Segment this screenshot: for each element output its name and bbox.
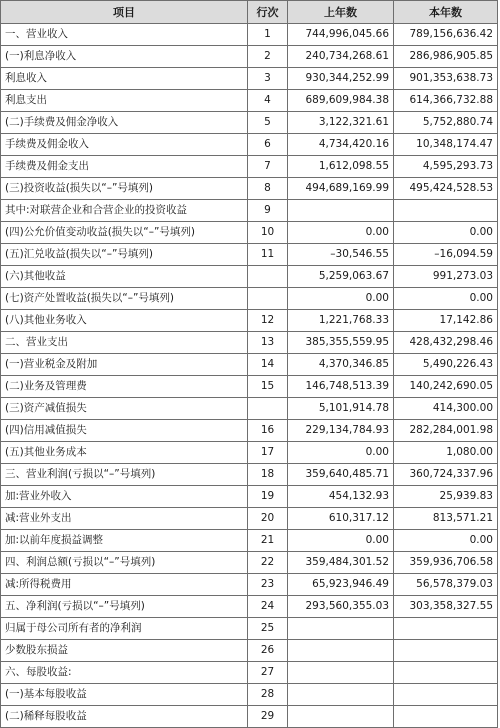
row-line-number [248, 398, 288, 420]
row-current-year-value: 360,724,337.96 [394, 464, 498, 486]
row-current-year-value: 4,595,293.73 [394, 156, 498, 178]
table-row [1, 310, 498, 332]
row-current-year-value: 286,986,905.85 [394, 46, 498, 68]
table-row [1, 134, 498, 156]
table-row [1, 376, 498, 398]
row-current-year-value: 789,156,636.42 [394, 24, 498, 46]
row-line-number: 28 [248, 684, 288, 706]
row-previous-year-value: 5,101,914.78 [288, 398, 394, 420]
table-row [1, 464, 498, 486]
row-previous-year-value: 1,612,098.55 [288, 156, 394, 178]
row-item-label: (一)利息净收入 [1, 46, 248, 68]
row-current-year-value: 1,080.00 [394, 442, 498, 464]
row-previous-year-value: 229,134,784.93 [288, 420, 394, 442]
row-previous-year-value: 610,317.12 [288, 508, 394, 530]
row-previous-year-value: 293,560,355.03 [288, 596, 394, 618]
row-line-number [248, 288, 288, 310]
row-current-year-value: 359,936,706.58 [394, 552, 498, 574]
row-previous-year-value: 1,221,768.33 [288, 310, 394, 332]
table-row [1, 354, 498, 376]
table-row [1, 68, 498, 90]
row-line-number: 15 [248, 376, 288, 398]
row-item-label: 加:以前年度损益调整 [1, 530, 248, 552]
row-current-year-value: 5,752,880.74 [394, 112, 498, 134]
table-row [1, 574, 498, 596]
table-row [1, 46, 498, 68]
row-item-label: (五)其他业务成本 [1, 442, 248, 464]
row-current-year-value: 428,432,298.46 [394, 332, 498, 354]
row-line-number: 4 [248, 90, 288, 112]
table-row [1, 530, 498, 552]
row-item-label: 减:营业外支出 [1, 508, 248, 530]
row-line-number: 5 [248, 112, 288, 134]
row-current-year-value: 303,358,327.55 [394, 596, 498, 618]
row-previous-year-value: 0.00 [288, 288, 394, 310]
row-previous-year-value: 494,689,169.99 [288, 178, 394, 200]
row-previous-year-value [288, 662, 394, 684]
table-row [1, 508, 498, 530]
row-item-label: 利息收入 [1, 68, 248, 90]
row-line-number: 12 [248, 310, 288, 332]
table-row [1, 332, 498, 354]
row-line-number: 7 [248, 156, 288, 178]
row-previous-year-value: 240,734,268.61 [288, 46, 394, 68]
table-row [1, 420, 498, 442]
row-item-label: 一、营业收入 [1, 24, 248, 46]
row-current-year-value: –16,094.59 [394, 244, 498, 266]
row-item-label: 五、净利润(亏损以“–”号填列) [1, 596, 248, 618]
row-item-label: 减:所得税费用 [1, 574, 248, 596]
row-item-label: (一)基本每股收益 [1, 684, 248, 706]
row-previous-year-value: 689,609,984.38 [288, 90, 394, 112]
row-previous-year-value: 744,996,045.66 [288, 24, 394, 46]
row-line-number: 29 [248, 706, 288, 728]
row-current-year-value [394, 618, 498, 640]
row-item-label: (四)公允价值变动收益(损失以“–”号填列) [1, 222, 248, 244]
row-previous-year-value [288, 618, 394, 640]
row-previous-year-value: –30,546.55 [288, 244, 394, 266]
table-row [1, 288, 498, 310]
row-previous-year-value [288, 706, 394, 728]
row-item-label: (三)投资收益(损失以“–”号填列) [1, 178, 248, 200]
table-row [1, 266, 498, 288]
row-current-year-value: 5,490,226.43 [394, 354, 498, 376]
row-line-number: 14 [248, 354, 288, 376]
table-row [1, 640, 498, 662]
row-previous-year-value: 0.00 [288, 442, 394, 464]
row-item-label: 六、每股收益: [1, 662, 248, 684]
row-line-number: 3 [248, 68, 288, 90]
row-item-label: (二)手续费及佣金净收入 [1, 112, 248, 134]
table-row [1, 662, 498, 684]
row-item-label: (四)信用减值损失 [1, 420, 248, 442]
row-current-year-value: 0.00 [394, 288, 498, 310]
row-line-number: 21 [248, 530, 288, 552]
row-previous-year-value [288, 684, 394, 706]
table-row [1, 398, 498, 420]
table-row [1, 706, 498, 728]
row-current-year-value: 991,273.03 [394, 266, 498, 288]
row-previous-year-value: 359,640,485.71 [288, 464, 394, 486]
row-item-label: (三)资产减值损失 [1, 398, 248, 420]
row-current-year-value: 282,284,001.98 [394, 420, 498, 442]
row-line-number: 18 [248, 464, 288, 486]
table-row [1, 156, 498, 178]
row-item-label: 加:营业外收入 [1, 486, 248, 508]
row-line-number: 23 [248, 574, 288, 596]
row-line-number: 8 [248, 178, 288, 200]
row-item-label: (五)汇兑收益(损失以“–”号填列) [1, 244, 248, 266]
row-item-label: 手续费及佣金支出 [1, 156, 248, 178]
row-current-year-value: 140,242,690.05 [394, 376, 498, 398]
row-item-label: 归属于母公司所有者的净利润 [1, 618, 248, 640]
row-previous-year-value [288, 200, 394, 222]
table-header-row [1, 1, 498, 24]
row-previous-year-value: 3,122,321.61 [288, 112, 394, 134]
row-current-year-value: 495,424,528.53 [394, 178, 498, 200]
header-line-number: 行次 [248, 1, 288, 24]
row-item-label: 其中:对联营企业和合营企业的投资收益 [1, 200, 248, 222]
row-current-year-value: 813,571.21 [394, 508, 498, 530]
row-current-year-value: 25,939.83 [394, 486, 498, 508]
row-previous-year-value: 385,355,559.95 [288, 332, 394, 354]
row-previous-year-value: 65,923,946.49 [288, 574, 394, 596]
table-row [1, 90, 498, 112]
table-row [1, 178, 498, 200]
row-current-year-value [394, 662, 498, 684]
table-row [1, 222, 498, 244]
header-item: 项目 [1, 1, 248, 24]
table-row [1, 24, 498, 46]
row-item-label: 二、营业支出 [1, 332, 248, 354]
row-line-number: 20 [248, 508, 288, 530]
row-line-number: 16 [248, 420, 288, 442]
row-item-label: (七)资产处置收益(损失以“–”号填列) [1, 288, 248, 310]
row-current-year-value: 614,366,732.88 [394, 90, 498, 112]
row-item-label: (八)其他业务收入 [1, 310, 248, 332]
table-row [1, 244, 498, 266]
row-current-year-value: 56,578,379.03 [394, 574, 498, 596]
row-current-year-value: 0.00 [394, 530, 498, 552]
row-item-label: (一)营业税金及附加 [1, 354, 248, 376]
table-row [1, 112, 498, 134]
row-previous-year-value: 359,484,301.52 [288, 552, 394, 574]
row-line-number [248, 266, 288, 288]
table-row [1, 552, 498, 574]
row-line-number: 26 [248, 640, 288, 662]
row-item-label: 三、营业利润(亏损以“–”号填列) [1, 464, 248, 486]
row-item-label: (六)其他收益 [1, 266, 248, 288]
row-current-year-value [394, 706, 498, 728]
row-previous-year-value [288, 640, 394, 662]
table-body [1, 24, 498, 728]
table-row [1, 596, 498, 618]
row-previous-year-value: 4,734,420.16 [288, 134, 394, 156]
row-line-number: 19 [248, 486, 288, 508]
row-previous-year-value: 5,259,063.67 [288, 266, 394, 288]
row-item-label: (二)稀释每股收益 [1, 706, 248, 728]
row-line-number: 1 [248, 24, 288, 46]
row-previous-year-value: 454,132.93 [288, 486, 394, 508]
row-previous-year-value: 0.00 [288, 530, 394, 552]
table-row [1, 442, 498, 464]
row-line-number: 13 [248, 332, 288, 354]
table-row [1, 684, 498, 706]
row-line-number: 2 [248, 46, 288, 68]
row-current-year-value [394, 640, 498, 662]
row-current-year-value: 10,348,174.47 [394, 134, 498, 156]
row-current-year-value: 901,353,638.73 [394, 68, 498, 90]
header-previous-year: 上年数 [288, 1, 394, 24]
row-item-label: 利息支出 [1, 90, 248, 112]
row-line-number: 25 [248, 618, 288, 640]
row-current-year-value: 17,142.86 [394, 310, 498, 332]
row-line-number: 27 [248, 662, 288, 684]
row-line-number: 24 [248, 596, 288, 618]
row-current-year-value: 414,300.00 [394, 398, 498, 420]
row-item-label: (二)业务及管理费 [1, 376, 248, 398]
row-line-number: 10 [248, 222, 288, 244]
row-previous-year-value: 146,748,513.39 [288, 376, 394, 398]
row-current-year-value [394, 684, 498, 706]
row-item-label: 少数股东损益 [1, 640, 248, 662]
table-row [1, 200, 498, 222]
table-row [1, 486, 498, 508]
row-previous-year-value: 4,370,346.85 [288, 354, 394, 376]
row-line-number: 6 [248, 134, 288, 156]
row-previous-year-value: 0.00 [288, 222, 394, 244]
header-current-year: 本年数 [394, 1, 498, 24]
row-line-number: 22 [248, 552, 288, 574]
row-current-year-value [394, 200, 498, 222]
row-line-number: 11 [248, 244, 288, 266]
row-item-label: 四、利润总额(亏损以“–”号填列) [1, 552, 248, 574]
row-item-label: 手续费及佣金收入 [1, 134, 248, 156]
row-line-number: 17 [248, 442, 288, 464]
table-row [1, 618, 498, 640]
row-previous-year-value: 930,344,252.99 [288, 68, 394, 90]
row-line-number: 9 [248, 200, 288, 222]
row-current-year-value: 0.00 [394, 222, 498, 244]
